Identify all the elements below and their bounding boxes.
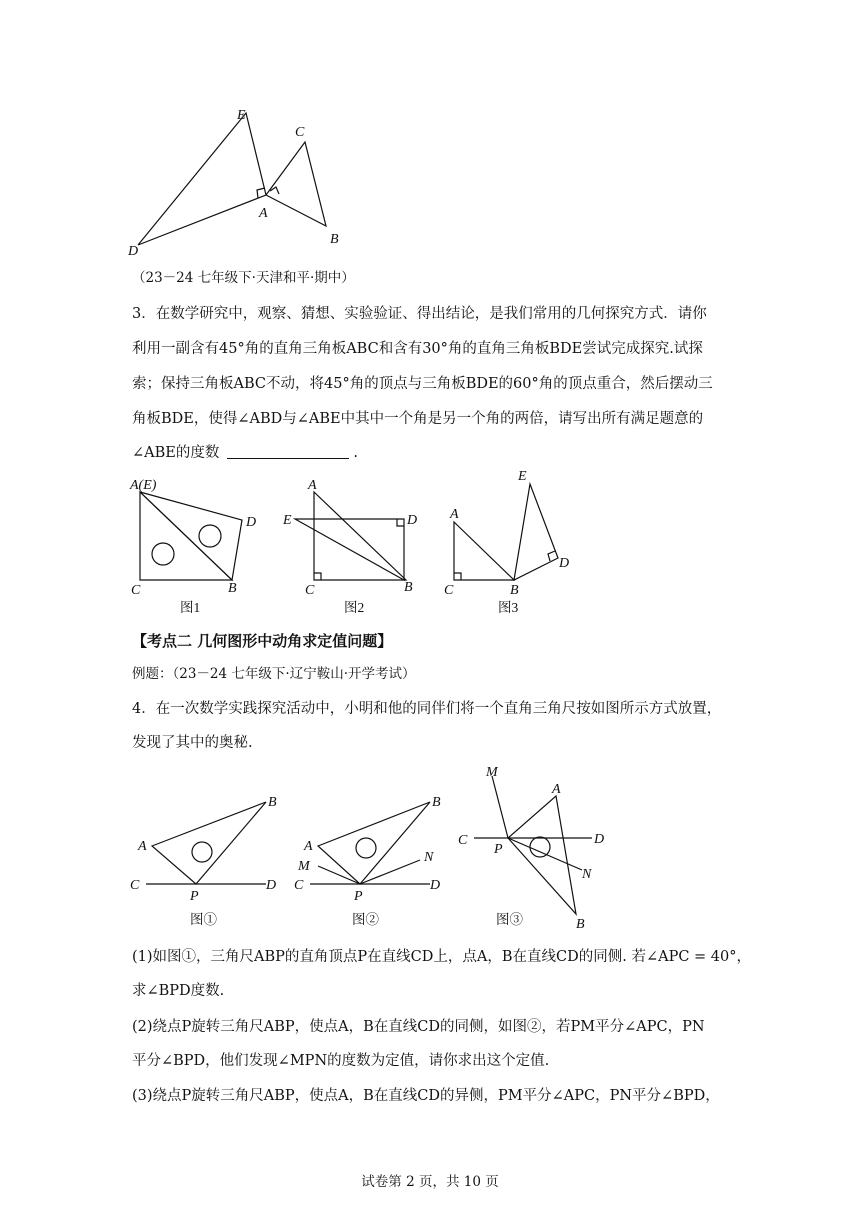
label-d: D xyxy=(559,556,570,571)
label-b: B xyxy=(268,795,277,810)
label-c: C xyxy=(305,583,315,598)
label-d: D xyxy=(407,513,418,528)
q3-line4: 角板BDE，使得∠ABD与∠ABE中其中一个角是另一个角的两倍，请写出所有满足题意的 xyxy=(132,411,704,427)
q3-line3: 索；保持三角板ABC不动，将45°角的顶点与三角板BDE的60°角的顶点重合，然后摆动三 xyxy=(132,376,713,392)
label-a: A xyxy=(308,478,317,493)
circle-hole-2 xyxy=(199,525,221,547)
label-c: C xyxy=(295,125,305,140)
triangle-ade xyxy=(138,113,266,245)
caption-fig1: 图1 xyxy=(180,600,201,614)
q3-line1: 3．在数学研究中，观察、猜想、实验验证、得出结论，是我们常用的几何探究方式．请你 xyxy=(132,306,707,322)
caption-fig2: 图② xyxy=(352,912,379,927)
label-ae: A(E) xyxy=(130,478,157,493)
caption-fig3: 图③ xyxy=(496,912,523,927)
label-a: A xyxy=(450,507,459,522)
label-b: B xyxy=(432,795,441,810)
section-heading: 【考点二 几何图形中动角求定值问题】 xyxy=(132,632,393,650)
ray-pm xyxy=(492,776,508,838)
right-angle-mark-d xyxy=(397,519,404,526)
page-footer: 试卷第 2 页，共 10 页 xyxy=(361,1174,499,1190)
q3-line5 xyxy=(132,443,358,463)
ray-pn xyxy=(508,838,582,870)
circle-hole xyxy=(530,837,550,857)
triangle-bde xyxy=(140,492,242,580)
label-c: C xyxy=(458,833,468,848)
label-p: P xyxy=(190,889,199,904)
q3-figure-3 xyxy=(436,462,586,614)
circle-hole xyxy=(192,842,212,862)
label-e: E xyxy=(237,108,246,123)
ray-pn xyxy=(360,860,420,884)
circle-hole xyxy=(356,838,376,858)
label-c: C xyxy=(294,878,304,893)
label-a: A xyxy=(552,782,561,797)
right-angle-mark-c xyxy=(314,573,321,580)
label-b: B xyxy=(576,917,585,932)
circle-hole-1 xyxy=(152,543,174,565)
triangle-abc xyxy=(266,142,326,226)
q3-line2: 利用一副含有45°角的直角三角板ABC和含有30°角的直角三角板BDE尝试完成探究.试探 xyxy=(132,341,703,357)
answer-blank[interactable] xyxy=(227,444,349,459)
label-d: D xyxy=(430,878,441,893)
triangle-abc xyxy=(314,492,406,580)
q4-part1-line2: 求∠BPD度数. xyxy=(132,983,225,999)
q4-part2-line2: 平分∠BPD，他们发现∠MPN的度数为定值，请你求出这个定值. xyxy=(132,1053,550,1069)
top-triangles-figure xyxy=(120,100,360,260)
label-p: P xyxy=(354,889,363,904)
label-b: B xyxy=(404,580,413,595)
triangle-abc xyxy=(454,522,514,580)
label-p: P xyxy=(494,842,503,857)
label-n: N xyxy=(424,850,434,865)
label-c: C xyxy=(131,583,141,598)
label-b: B xyxy=(330,232,339,247)
label-b: B xyxy=(510,583,519,598)
label-n: N xyxy=(582,867,592,882)
caption-fig1: 图① xyxy=(190,912,217,927)
label-a: A xyxy=(138,839,147,854)
q3-source: （23－24 七年级下·天津和平·期中） xyxy=(132,270,355,286)
q3-figure-1 xyxy=(126,474,276,614)
example-source: 例题：（23－24 七年级下·辽宁鞍山·开学考试） xyxy=(132,666,416,682)
label-e: E xyxy=(283,513,292,528)
caption-fig2: 图2 xyxy=(344,600,365,614)
q3-line5-end: . xyxy=(353,445,358,461)
label-a: A xyxy=(259,206,268,221)
ray-pm xyxy=(318,866,360,884)
label-d: D xyxy=(128,244,139,259)
triangle-bde xyxy=(514,484,558,580)
q4-line2: 发现了其中的奥秘. xyxy=(132,735,253,751)
label-c: C xyxy=(444,583,454,598)
label-e: E xyxy=(518,469,527,484)
q4-figure-2 xyxy=(290,788,460,928)
label-c: C xyxy=(130,878,140,893)
right-angle-mark-c xyxy=(454,573,461,580)
triangle-bde xyxy=(295,519,404,580)
label-d: D xyxy=(594,832,605,847)
q3-line5-text: ∠ABE的度数 xyxy=(132,445,220,461)
label-d: D xyxy=(246,515,257,530)
q4-line1: 4．在一次数学实践探究活动中，小明和他的同伴们将一个直角三角尺按如图所示方式放置， xyxy=(132,701,722,717)
q4-part2-line1: (2)绕点P旋转三角尺ABP，使点A，B在直线CD的同侧，如图②，若PM平分∠APC，PN xyxy=(132,1019,705,1035)
label-m: M xyxy=(486,765,498,780)
label-b: B xyxy=(228,581,237,596)
triangle-abp xyxy=(508,796,576,914)
q4-part1-line1: (1)如图①，三角尺ABP的直角顶点P在直线CD上，点A，B在直线CD的同侧. 若∠APC = 40°， xyxy=(132,949,752,965)
q3-figure-2 xyxy=(280,474,430,614)
triangle-abp xyxy=(152,802,266,884)
q4-part3-line1: (3)绕点P旋转三角尺ABP，使点A，B在直线CD的异侧，PM平分∠APC，PN平分∠BPD， xyxy=(132,1088,720,1104)
label-a: A xyxy=(304,839,313,854)
label-m: M xyxy=(298,859,310,874)
q4-figure-1 xyxy=(126,788,286,928)
caption-fig3: 图3 xyxy=(498,600,519,614)
label-d: D xyxy=(266,878,277,893)
q4-figure-3 xyxy=(452,760,622,932)
